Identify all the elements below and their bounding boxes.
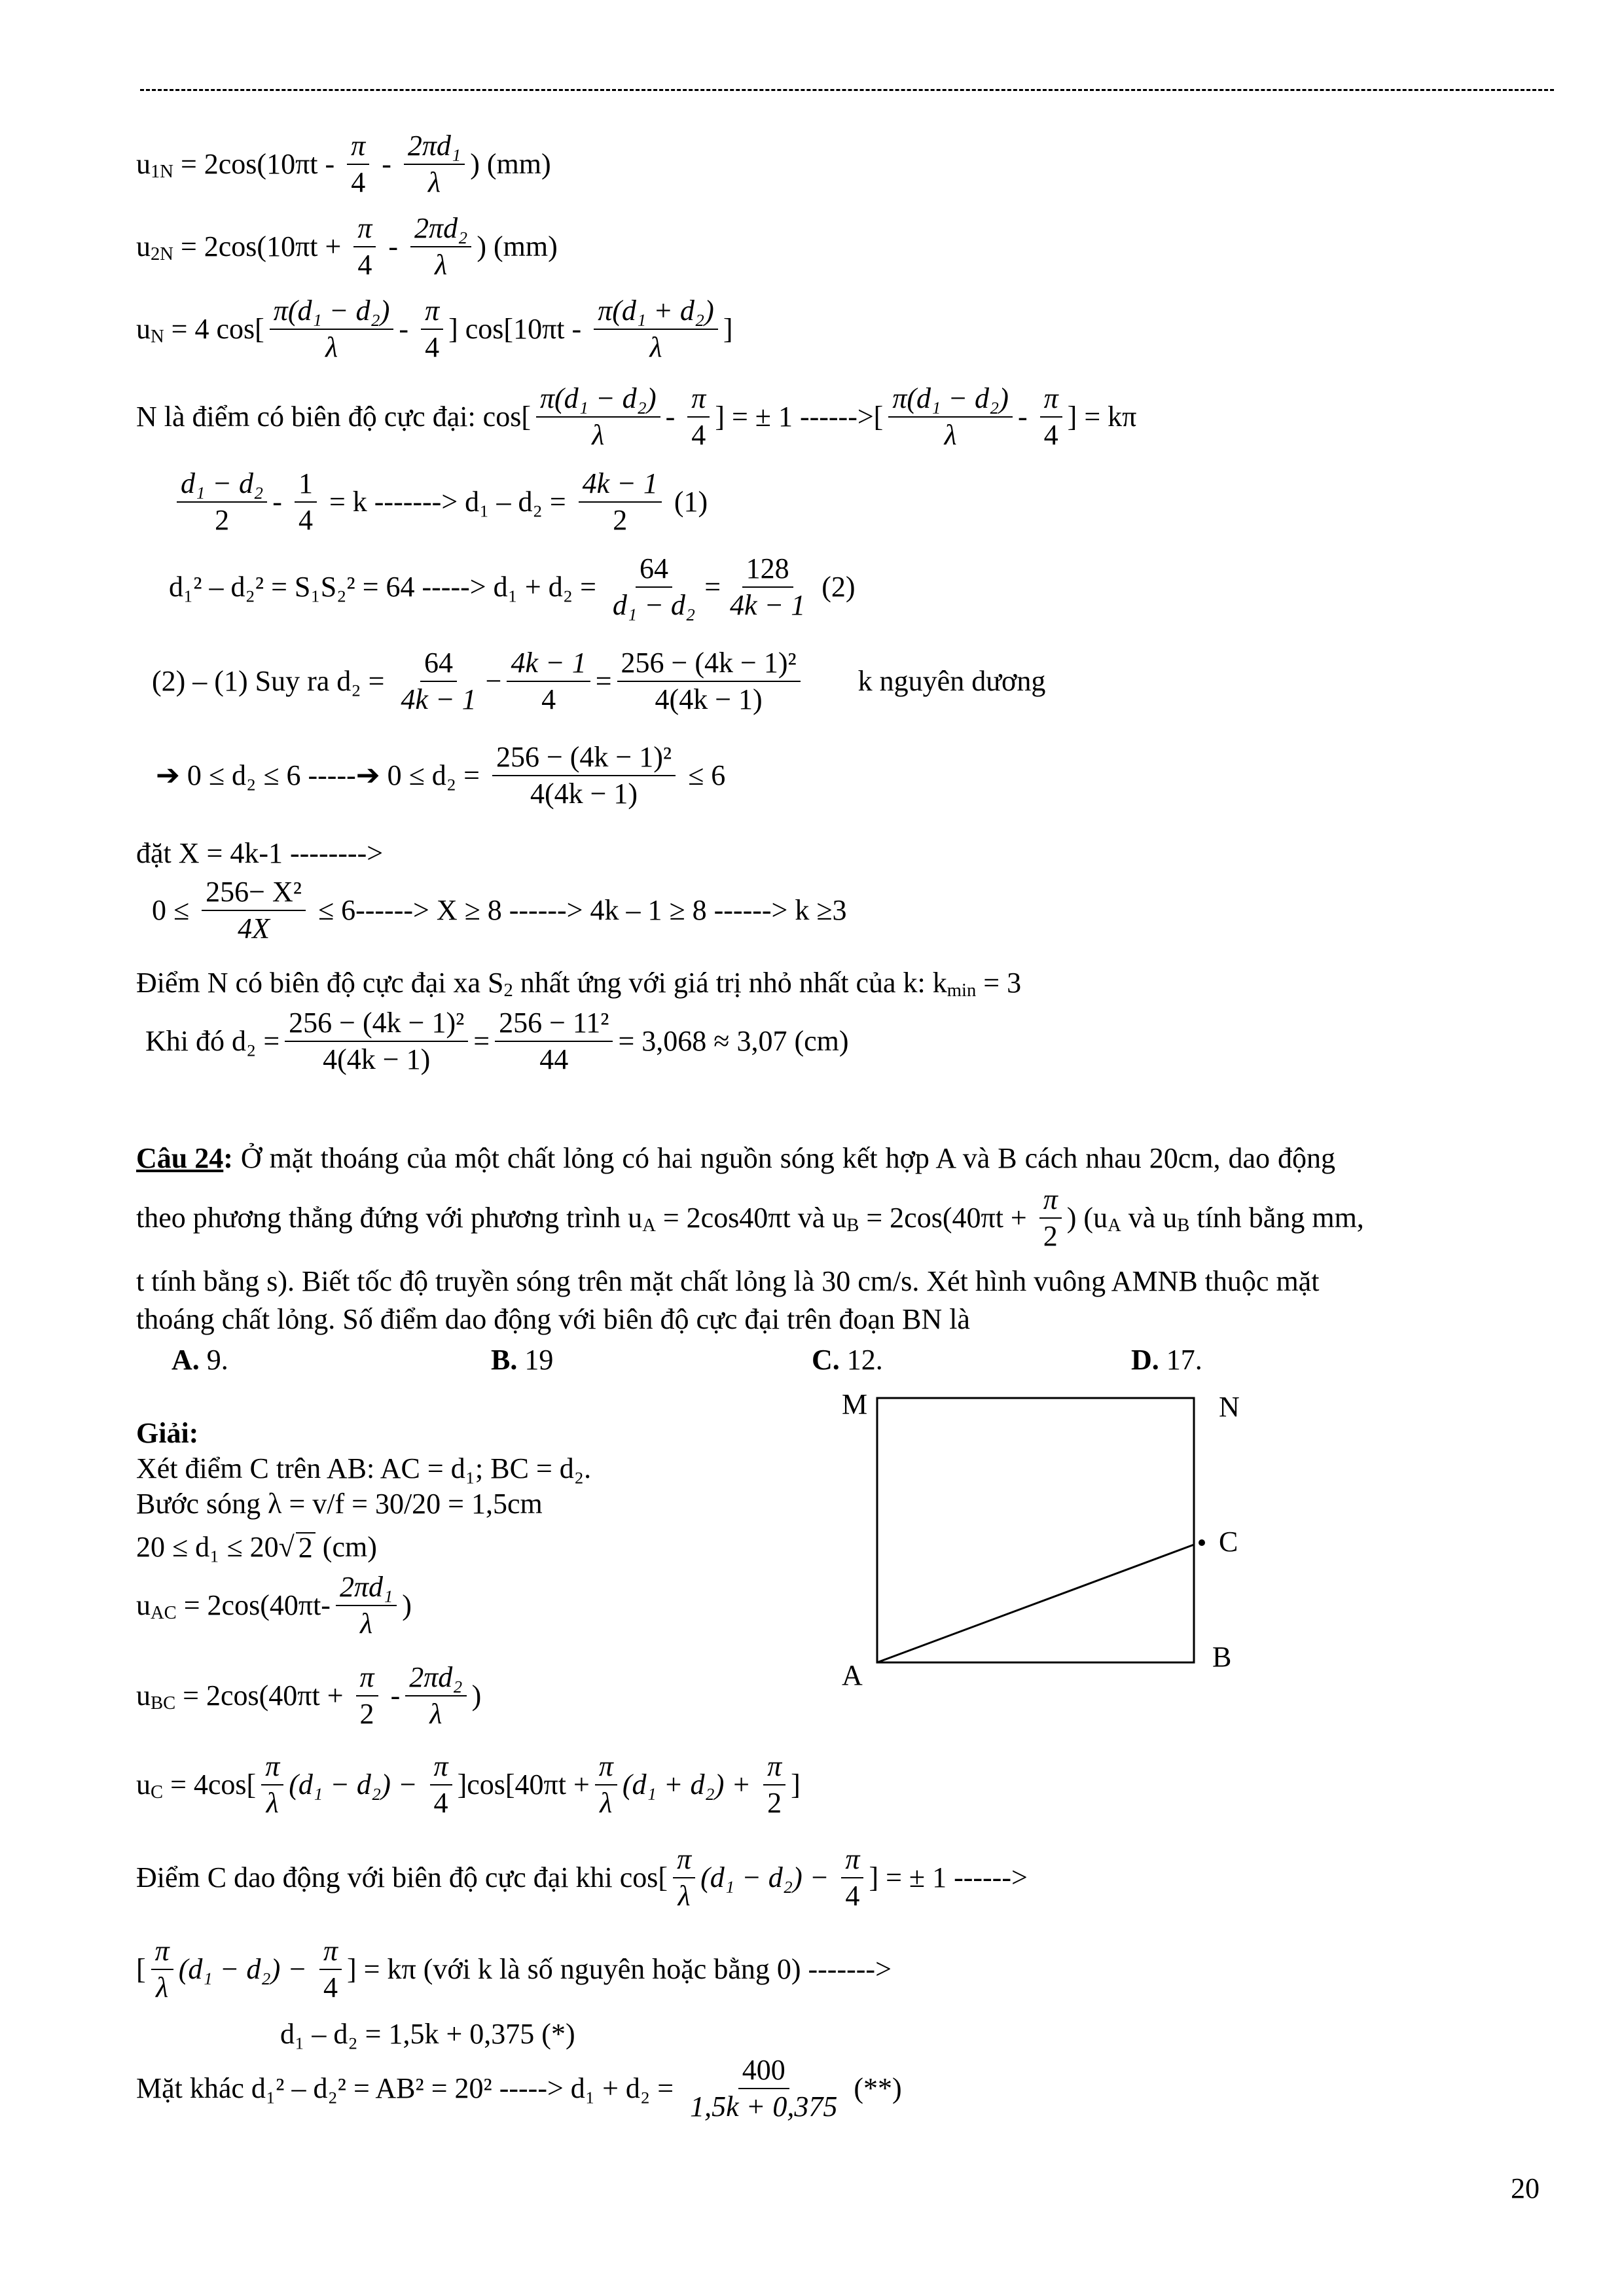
denominator: 4k − 1 bbox=[730, 589, 806, 622]
text: u bbox=[136, 230, 151, 263]
label-b: B bbox=[1212, 1641, 1232, 1673]
solution-heading: Giải: bbox=[136, 1417, 199, 1449]
text: ➔ 0 ≤ d₂ ≤ 6 -----➔ 0 ≤ d₂ = bbox=[156, 759, 487, 792]
denominator: λ bbox=[592, 419, 605, 452]
denominator: 4 bbox=[433, 1787, 448, 1820]
denominator: λ bbox=[360, 1607, 373, 1640]
numerator: π bbox=[353, 213, 376, 247]
fraction bbox=[202, 877, 306, 944]
denominator: 2 bbox=[613, 504, 628, 537]
numerator: 2πd₁ bbox=[336, 1572, 397, 1606]
numerator: 2πd₁ bbox=[404, 131, 465, 165]
numerator: 128 bbox=[742, 554, 793, 588]
text: u bbox=[136, 1768, 151, 1801]
numerator: 4k − 1 bbox=[507, 648, 590, 682]
numerator: π bbox=[1040, 384, 1062, 418]
eq-2 bbox=[169, 554, 856, 620]
text: ) bbox=[471, 1679, 482, 1712]
text: u bbox=[136, 313, 151, 346]
option-letter: A. bbox=[171, 1343, 200, 1376]
denominator: 4 bbox=[1043, 419, 1058, 452]
numerator: π(d₁ + d₂) bbox=[594, 296, 718, 330]
denominator: 4(4k − 1) bbox=[530, 778, 638, 810]
fraction bbox=[177, 469, 267, 535]
denominator: 4 bbox=[351, 166, 366, 199]
text: ] cos[10πt - bbox=[448, 313, 589, 346]
text: 20 ≤ d₁ ≤ 20 bbox=[136, 1530, 279, 1563]
text: (d₁ − d₂) − bbox=[289, 1768, 425, 1801]
text: = 2cos40πt và u bbox=[655, 1202, 847, 1234]
option-d bbox=[1131, 1343, 1202, 1374]
denominator: 4(4k − 1) bbox=[655, 683, 763, 716]
numerator: π bbox=[356, 1662, 378, 1696]
fraction bbox=[594, 296, 718, 363]
text: Khi đó d₂ = bbox=[145, 1025, 280, 1058]
text: ]cos[40πt + bbox=[457, 1768, 590, 1801]
text: và u bbox=[1121, 1202, 1178, 1234]
denominator: 4 bbox=[298, 504, 313, 537]
radicand: 2 bbox=[296, 1532, 316, 1562]
fraction bbox=[319, 1936, 342, 2003]
text: (2) bbox=[814, 571, 856, 603]
eq-max-condition bbox=[136, 384, 1136, 450]
numerator: 256− X² bbox=[202, 877, 306, 911]
text: - bbox=[665, 401, 683, 433]
denominator: λ bbox=[428, 166, 441, 199]
numerator: 2πd₂ bbox=[410, 213, 471, 247]
denominator: λ bbox=[266, 1787, 279, 1820]
text: = bbox=[595, 665, 612, 698]
solution-line-3 bbox=[136, 1530, 377, 1562]
numerator: π bbox=[841, 1844, 863, 1878]
numerator: π bbox=[347, 131, 369, 165]
denominator: 2 bbox=[767, 1787, 782, 1820]
text: = k -------> d₁ – d₂ = bbox=[321, 486, 573, 518]
text: − bbox=[485, 665, 502, 698]
subscript: A bbox=[642, 1215, 656, 1236]
numerator: π bbox=[595, 1751, 617, 1785]
fraction bbox=[617, 648, 801, 715]
question-line-4: thoáng chất lỏng. Số điểm dao động với biên độ cực đại trên đoạn BN là bbox=[136, 1303, 970, 1335]
denominator: 4(4k − 1) bbox=[323, 1043, 431, 1076]
question-label: Câu 24 bbox=[136, 1141, 224, 1174]
text: - bbox=[1017, 401, 1035, 433]
label-n: N bbox=[1219, 1391, 1240, 1423]
numerator: π bbox=[673, 1844, 695, 1878]
denominator: 4 bbox=[845, 1880, 860, 1912]
numerator: π bbox=[687, 384, 710, 418]
numerator: π(d₁ − d₂) bbox=[888, 384, 1013, 418]
eq-d2-result bbox=[145, 1008, 849, 1075]
subscript: BC bbox=[151, 1693, 176, 1714]
fraction bbox=[285, 1008, 468, 1075]
subscript: B bbox=[846, 1215, 859, 1236]
eq-d2-range bbox=[156, 742, 725, 809]
eq-u2n bbox=[136, 213, 558, 280]
subscript: 1N bbox=[151, 162, 173, 183]
text: ≤ 6 bbox=[681, 759, 726, 792]
text: - bbox=[383, 1679, 401, 1712]
label-m: M bbox=[842, 1388, 868, 1420]
square-amnb bbox=[877, 1398, 1194, 1662]
numerator: π bbox=[1039, 1185, 1062, 1219]
option-value: 19 bbox=[517, 1343, 554, 1376]
eq-un bbox=[136, 296, 732, 363]
numerator: 1 bbox=[295, 469, 317, 503]
eq-uc bbox=[136, 1751, 801, 1818]
fraction bbox=[686, 2055, 841, 2122]
text: : bbox=[223, 1141, 233, 1174]
eq-star: d₁ – d₂ = 1,5k + 0,375 (*) bbox=[280, 2018, 575, 2050]
option-b bbox=[491, 1343, 553, 1374]
text: u bbox=[136, 1679, 151, 1712]
option-value: 12. bbox=[839, 1343, 883, 1376]
fraction bbox=[763, 1751, 785, 1818]
square-amnb-figure bbox=[825, 1381, 1283, 1689]
subscript: min bbox=[947, 980, 977, 1001]
text: k nguyên dương bbox=[857, 665, 1046, 698]
numerator: 4k − 1 bbox=[579, 469, 662, 503]
option-c bbox=[812, 1343, 883, 1374]
text: = 3 bbox=[976, 966, 1022, 999]
text: tính bằng mm, bbox=[1189, 1202, 1364, 1234]
denominator: λ bbox=[429, 1698, 442, 1731]
text: d₁² – d₂² = S₁S₂² = 64 -----> d₁ + d₂ = bbox=[169, 571, 604, 603]
text: ] bbox=[791, 1768, 801, 1801]
question-line-3: t tính bằng s). Biết tốc độ truyền sóng trên mặt chất lỏng là 30 cm/s. Xét hình vuông AMNB thuộc mặt bbox=[136, 1265, 1320, 1297]
fraction bbox=[609, 554, 699, 620]
eq-1 bbox=[171, 469, 708, 535]
text: - bbox=[374, 148, 399, 181]
denominator: 2 bbox=[215, 504, 230, 537]
eq-uac bbox=[136, 1572, 412, 1639]
denominator: 4 bbox=[323, 1971, 338, 2004]
fraction bbox=[495, 1008, 613, 1075]
text: = bbox=[704, 571, 721, 603]
text: ] = kπ (với k là số nguyên hoặc bằng 0) -------> bbox=[347, 1953, 892, 1986]
text: = 2cos(10πt - bbox=[173, 148, 342, 181]
question-line-1 bbox=[136, 1141, 1561, 1173]
denominator: λ bbox=[325, 331, 338, 364]
eq-ubc bbox=[136, 1662, 481, 1729]
subscript: B bbox=[1177, 1215, 1190, 1236]
point-c-dot bbox=[1199, 1539, 1205, 1546]
text: u bbox=[136, 148, 151, 181]
solution-line-1: Xét điểm C trên AB: AC = d₁; BC = d₂. bbox=[136, 1452, 592, 1484]
numerator: π bbox=[261, 1751, 283, 1785]
text: u bbox=[136, 1589, 151, 1622]
text: ) (mm) bbox=[477, 230, 558, 263]
fraction bbox=[579, 469, 662, 535]
fraction bbox=[430, 1751, 452, 1818]
fraction bbox=[888, 384, 1013, 450]
text: = 2cos(40πt- bbox=[176, 1589, 331, 1622]
text-set-x: đặt X = 4k-1 --------> bbox=[136, 837, 384, 869]
fraction bbox=[261, 1751, 283, 1818]
eq-k-pi bbox=[136, 1936, 892, 2003]
text: Điểm N có biên độ cực đại xa S bbox=[136, 966, 504, 999]
text: - bbox=[381, 230, 406, 263]
solution-line-2: Bước sóng λ = v/f = 30/20 = 1,5cm bbox=[136, 1488, 543, 1520]
fraction bbox=[353, 213, 376, 280]
numerator: π bbox=[421, 296, 443, 330]
text: [ bbox=[136, 1953, 146, 1986]
text: (2) – (1) Suy ra d₂ = bbox=[152, 665, 392, 698]
fraction bbox=[673, 1844, 695, 1911]
segment-ac bbox=[877, 1545, 1194, 1662]
fraction bbox=[336, 1572, 397, 1639]
denominator: d₁ − d₂ bbox=[612, 589, 696, 622]
denominator: 4k − 1 bbox=[401, 683, 477, 716]
numerator: π bbox=[319, 1936, 342, 1970]
subscript: 2 bbox=[503, 980, 513, 1001]
text: Ở mặt thoáng của một chất lỏng có hai nguồn sóng kết hợp A và B cách nhau 20cm, dao động bbox=[232, 1141, 1336, 1174]
text: Mặt khác d₁² – d₂² = AB² = 20² -----> d₁ + d₂ = bbox=[136, 2072, 681, 2105]
eq-double-star bbox=[136, 2055, 902, 2122]
numerator: π(d₁ − d₂) bbox=[270, 296, 394, 330]
text: 0 ≤ bbox=[152, 894, 197, 927]
denominator: 44 bbox=[539, 1043, 569, 1076]
numerator: 256 − 11² bbox=[495, 1008, 613, 1042]
denominator: 2 bbox=[1043, 1220, 1058, 1253]
fraction bbox=[687, 384, 710, 450]
subscript: A bbox=[1108, 1215, 1121, 1236]
fraction bbox=[421, 296, 443, 363]
fraction bbox=[295, 469, 317, 535]
question-line-2 bbox=[136, 1185, 1364, 1251]
text: = 3,068 ≈ 3,07 (cm) bbox=[618, 1025, 849, 1058]
text: ] = kπ bbox=[1067, 401, 1137, 433]
denominator: λ bbox=[600, 1787, 613, 1820]
fraction bbox=[404, 131, 465, 198]
text: (cm) bbox=[315, 1530, 377, 1563]
text: ) (u bbox=[1066, 1202, 1108, 1234]
text: = 2cos(10πt + bbox=[173, 230, 349, 263]
option-letter: B. bbox=[491, 1343, 518, 1376]
text: ] = ± 1 ------>[ bbox=[715, 401, 884, 433]
denominator: λ bbox=[156, 1971, 169, 2004]
text: = 4cos[ bbox=[163, 1768, 257, 1801]
fraction bbox=[151, 1936, 173, 2003]
fraction bbox=[1039, 1185, 1062, 1251]
fraction bbox=[1040, 384, 1062, 450]
eq-x-range bbox=[152, 877, 847, 944]
text: theo phương thẳng đứng với phương trình u bbox=[136, 1202, 643, 1234]
fraction bbox=[347, 131, 369, 198]
text: - bbox=[399, 313, 416, 346]
denominator: 4X bbox=[238, 912, 270, 945]
text: ) (mm) bbox=[470, 148, 551, 181]
eq-d2 bbox=[152, 648, 1045, 715]
text: = 2cos(40πt + bbox=[859, 1202, 1034, 1234]
denominator: λ bbox=[435, 249, 448, 281]
text: = 4 cos[ bbox=[164, 313, 264, 346]
denominator: 4 bbox=[541, 683, 556, 716]
text: = 2cos(40πt + bbox=[175, 1679, 351, 1712]
fraction bbox=[595, 1751, 617, 1818]
numerator: 400 bbox=[738, 2055, 789, 2089]
label-c: C bbox=[1219, 1526, 1238, 1558]
sqrt-sign: √ bbox=[278, 1530, 295, 1563]
subscript: AC bbox=[151, 1603, 177, 1624]
denominator: λ bbox=[677, 1880, 691, 1912]
numerator: π(d₁ − d₂) bbox=[536, 384, 660, 418]
denominator: λ bbox=[649, 331, 662, 364]
text: (1) bbox=[666, 486, 708, 518]
text-kmin bbox=[136, 966, 1022, 1001]
text: Điểm C dao động với biên độ cực đại khi cos[ bbox=[136, 1861, 668, 1894]
numerator: π bbox=[151, 1936, 173, 1970]
fraction bbox=[841, 1844, 863, 1911]
numerator: 256 − (4k − 1)² bbox=[492, 742, 676, 776]
text: ] bbox=[723, 313, 733, 346]
numerator: 256 − (4k − 1)² bbox=[285, 1008, 468, 1042]
fraction bbox=[492, 742, 676, 809]
subscript: N bbox=[151, 327, 164, 348]
fraction bbox=[270, 296, 394, 363]
fraction bbox=[410, 213, 471, 280]
fraction bbox=[536, 384, 660, 450]
denominator: 4 bbox=[357, 249, 372, 281]
text: nhất ứng với giá trị nhỏ nhất của k: k bbox=[513, 966, 947, 999]
denominator: λ bbox=[944, 419, 957, 452]
numerator: π bbox=[430, 1751, 452, 1785]
option-letter: D. bbox=[1131, 1343, 1159, 1376]
numerator: 64 bbox=[636, 554, 672, 588]
fraction bbox=[507, 648, 590, 715]
text: ] = ± 1 ------> bbox=[869, 1861, 1028, 1894]
text: (d₁ − d₂) − bbox=[700, 1861, 837, 1894]
fraction bbox=[726, 554, 809, 620]
numerator: π bbox=[763, 1751, 785, 1785]
eq-u1n bbox=[136, 131, 551, 198]
denominator: 4 bbox=[691, 419, 706, 452]
text: (d₁ + d₂) + bbox=[622, 1768, 759, 1801]
subscript: 2N bbox=[151, 244, 173, 265]
numerator: d₁ − d₂ bbox=[177, 469, 267, 503]
text: = bbox=[473, 1025, 490, 1058]
option-value: 9. bbox=[199, 1343, 228, 1376]
text: (**) bbox=[846, 2072, 902, 2105]
text: N là điểm có biên độ cực đại: cos[ bbox=[136, 401, 531, 433]
numerator: 64 bbox=[420, 648, 457, 682]
numerator: 2πd₂ bbox=[405, 1662, 466, 1696]
top-dashed-rule bbox=[140, 89, 1554, 91]
text: ) bbox=[402, 1589, 412, 1622]
denominator: 2 bbox=[359, 1698, 374, 1731]
option-a bbox=[171, 1343, 228, 1374]
subscript: C bbox=[151, 1782, 164, 1803]
denominator: 4 bbox=[425, 331, 440, 364]
label-a: A bbox=[842, 1659, 863, 1689]
fraction bbox=[356, 1662, 378, 1729]
fraction bbox=[405, 1662, 466, 1729]
page-number: 20 bbox=[1511, 2172, 1540, 2204]
text: - bbox=[272, 486, 289, 518]
fraction bbox=[397, 648, 480, 715]
eq-c-max-condition bbox=[136, 1844, 1028, 1911]
numerator: 256 − (4k − 1)² bbox=[617, 648, 801, 682]
option-value: 17. bbox=[1159, 1343, 1202, 1376]
text: (d₁ − d₂) − bbox=[178, 1953, 314, 1986]
option-letter: C. bbox=[812, 1343, 840, 1376]
denominator: 1,5k + 0,375 bbox=[690, 2090, 838, 2123]
text: ≤ 6------> X ≥ 8 ------> 4k – 1 ≥ 8 ------> k ≥3 bbox=[310, 894, 847, 927]
